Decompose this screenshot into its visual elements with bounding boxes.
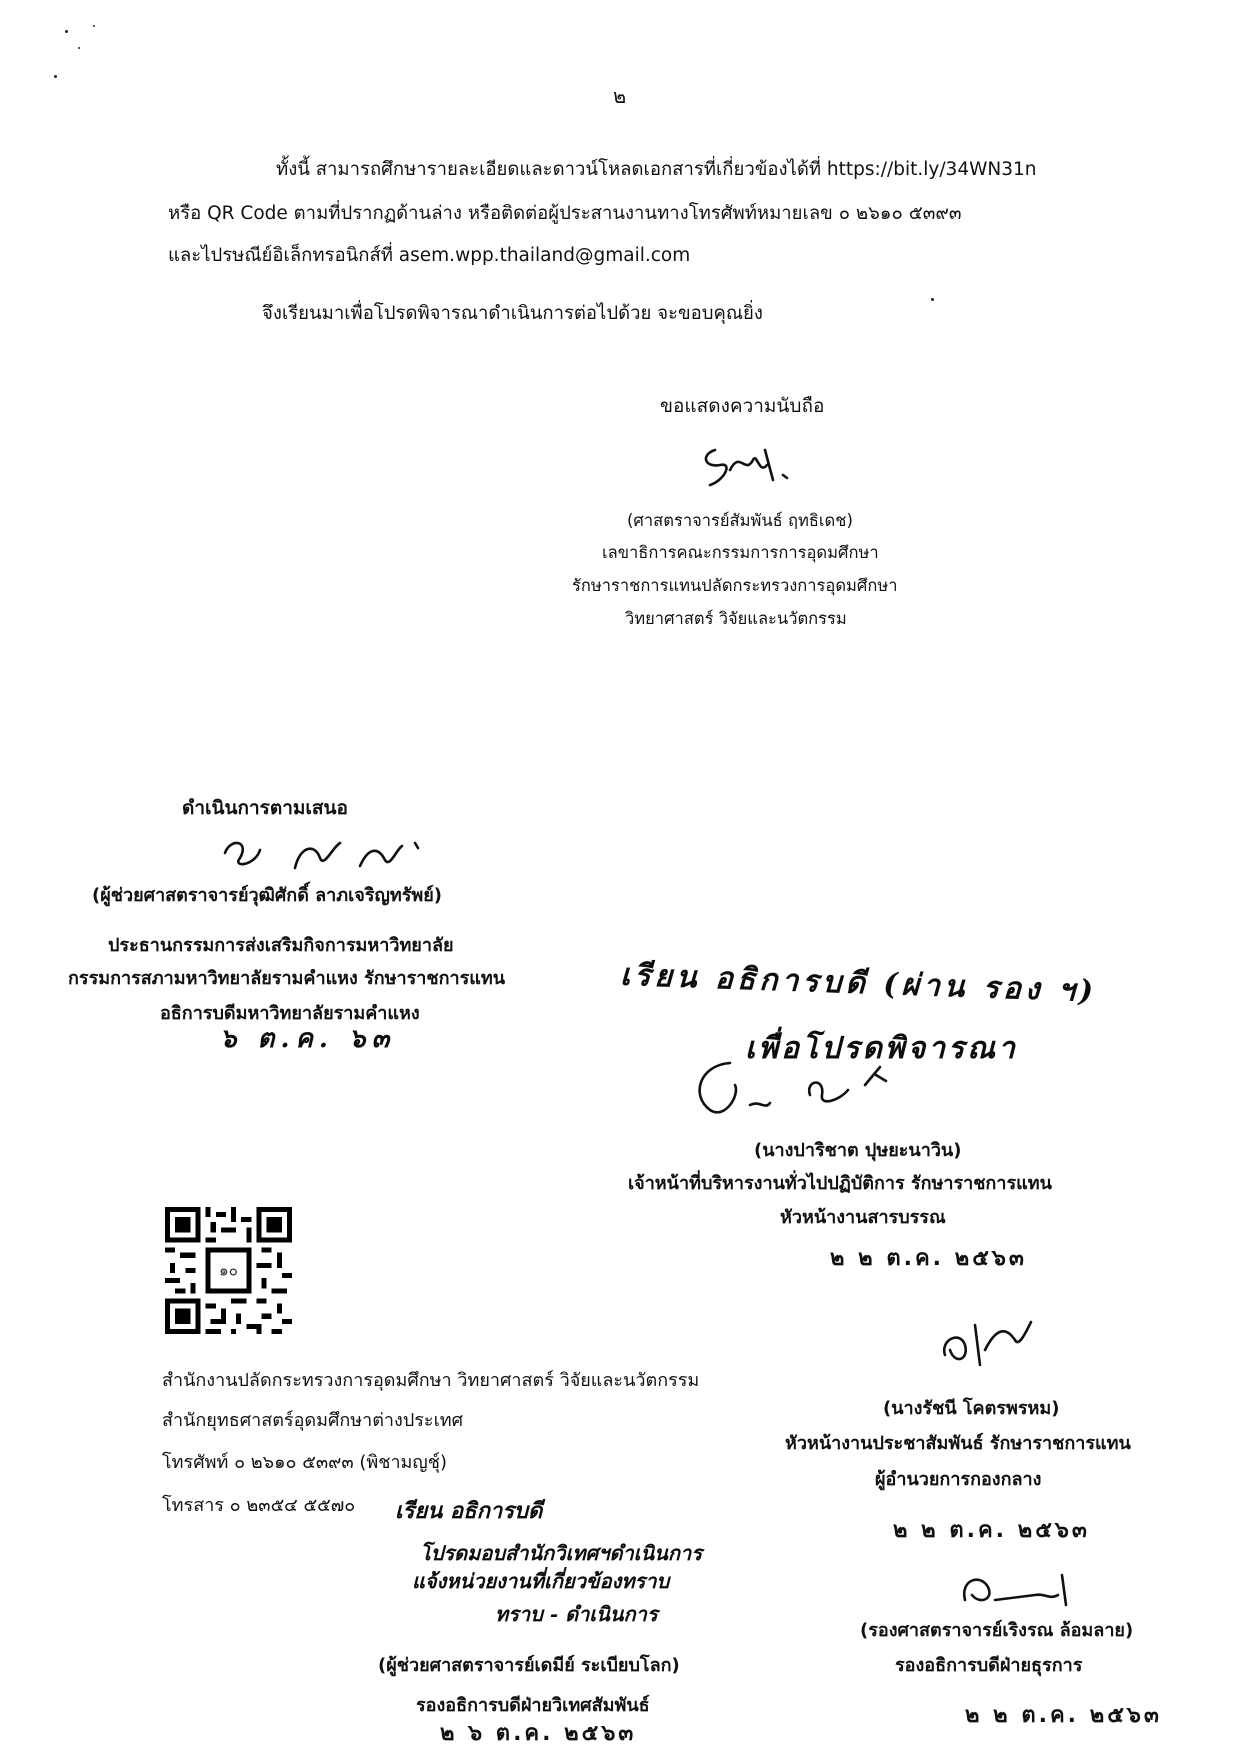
bottom-handwritten-2: โปรดมอบสำนักวิเทศฯดำเนินการ bbox=[420, 1541, 702, 1565]
bottom-date: ๒ ๖ ต.ค. ๒๕๖๓ bbox=[440, 1721, 637, 1746]
left-stamp-line-1: ประธานกรรมการส่งเสริมกิจการมหาวิทยาลัย bbox=[108, 935, 454, 956]
middle-handwritten-note-1: เรียน อธิการบดี (ผ่าน รอง ฯ) bbox=[619, 957, 1098, 1010]
left-stamp-line-2: กรรมการสภามหาวิทยาลัยรามคำแหง รักษาราชการแทน bbox=[68, 968, 506, 989]
right-stamp-2-line-1: รองอธิการบดีฝ่ายธุรการ bbox=[895, 1655, 1083, 1676]
scan-speck bbox=[78, 47, 80, 49]
middle-stamp-line-1: เจ้าหน้าที่บริหารงานทั่วไปปฏิบัติการ รักษาราชการแทน bbox=[628, 1173, 1052, 1194]
qr-code bbox=[165, 1207, 292, 1334]
footer-line-1: สำนักงานปลัดกระทรวงการอุดมศึกษา วิทยาศาสตร์ วิจัยและนวัตกรรม bbox=[162, 1370, 700, 1391]
scan-speck bbox=[93, 25, 95, 27]
closing-request: จึงเรียนมาเพื่อโปรดพิจารณาดำเนินการต่อไปด้วย จะขอบคุณยิ่ง bbox=[262, 303, 763, 324]
middle-stamp-name: (นางปาริชาต ปุษยะนาวิน) bbox=[754, 1140, 962, 1161]
right-stamp-1-signature bbox=[935, 1310, 1035, 1370]
footer-phone: โทรศัพท์ ๐ ๒๖๑๐ ๕๓๙๓ (พิชามญชุ์) bbox=[162, 1452, 448, 1473]
right-stamp-1-line-2: ผู้อำนวยการกองกลาง bbox=[875, 1469, 1042, 1490]
middle-stamp-signature bbox=[690, 1055, 930, 1125]
middle-stamp-line-2: หัวหน้างานสารบรรณ bbox=[780, 1207, 946, 1228]
svg-text:๑๐: ๑๐ bbox=[219, 1261, 238, 1280]
body-line-1: ทั้งนี้ สามารถศึกษารายละเอียดและดาวน์โหลดเอกสารที่เกี่ยวข้องได้ที่ https://bit.ly/34WN31n bbox=[276, 159, 1037, 180]
right-stamp-2-date: ๒ ๒ ต.ค. ๒๕๖๓ bbox=[965, 1703, 1162, 1728]
scan-speck bbox=[931, 298, 934, 301]
right-stamp-2-signature bbox=[950, 1565, 1080, 1615]
bottom-handwritten-1: เรียน อธิการบดี bbox=[395, 1498, 543, 1524]
left-stamp-name: (ผู้ช่วยศาสตราจารย์วุฒิศักดิ์ ลาภเจริญทรัพย์) bbox=[92, 885, 443, 906]
secretary-position-3: วิทยาศาสตร์ วิจัยและนวัตกรรม bbox=[625, 609, 847, 628]
secretary-position-2: รักษาราชการแทนปลัดกระทรวงการอุดมศึกษา bbox=[572, 576, 898, 595]
scan-speck bbox=[54, 75, 57, 78]
footer-line-2: สำนักยุทธศาสตร์อุดมศึกษาต่างประเทศ bbox=[162, 1410, 464, 1431]
left-stamp-line-3: อธิการบดีมหาวิทยาลัยรามคำแหง bbox=[160, 1003, 420, 1024]
left-stamp-signature bbox=[220, 828, 440, 878]
salutation: ขอแสดงความนับถือ bbox=[660, 395, 825, 417]
body-line-2: หรือ QR Code ตามที่ปรากฏด้านล่าง หรือติดต่อผู้ประสานงานทางโทรศัพท์หมายเลข ๐ ๒๖๑๐ ๕๓๙๓ bbox=[168, 203, 962, 224]
bottom-name: (ผู้ช่วยศาสตราจารย์เดมีย์ ระเบียบโลก) bbox=[378, 1655, 680, 1676]
right-stamp-2-name: (รองศาสตราจารย์เริงรณ ล้อมลาย) bbox=[860, 1620, 1134, 1641]
secretary-position-1: เลขาธิการคณะกรรมการการอุดมศึกษา bbox=[602, 543, 879, 562]
middle-handwritten-note-2: เพื่อโปรดพิจารณา bbox=[745, 1031, 1018, 1066]
footer-fax: โทรสาร ๐ ๒๓๕๔ ๕๕๗๐ bbox=[162, 1495, 356, 1516]
body-line-3: และไปรษณีย์อิเล็กทรอนิกส์ที่ asem.wpp.thailand@gmail.com bbox=[168, 245, 691, 266]
secretary-name: (ศาสตราจารย์สัมพันธ์ ฤทธิเดช) bbox=[627, 511, 853, 530]
scan-speck bbox=[65, 30, 68, 33]
left-stamp-date: ๖ ต.ค. ๖๓ bbox=[220, 1024, 396, 1054]
middle-stamp-date: ๒ ๒ ต.ค. ๒๕๖๓ bbox=[830, 1246, 1027, 1271]
left-stamp-heading: ดำเนินการตามเสนอ bbox=[182, 797, 348, 819]
bottom-handwritten-3: แจ้งหน่วยงานที่เกี่ยวข้องทราบ bbox=[412, 1569, 670, 1593]
secretary-signature bbox=[695, 440, 805, 500]
bottom-handwritten-4: ทราบ - ดำเนินการ bbox=[495, 1602, 658, 1626]
page-number: ๒ bbox=[613, 84, 627, 108]
bottom-line-1: รองอธิการบดีฝ่ายวิเทศสัมพันธ์ bbox=[416, 1695, 650, 1716]
right-stamp-1-name: (นางรัชนี โคตรพรหม) bbox=[883, 1398, 1060, 1419]
right-stamp-1-date: ๒ ๒ ต.ค. ๒๕๖๓ bbox=[893, 1518, 1090, 1543]
right-stamp-1-line-1: หัวหน้างานประชาสัมพันธ์ รักษาราชการแทน bbox=[785, 1433, 1131, 1454]
